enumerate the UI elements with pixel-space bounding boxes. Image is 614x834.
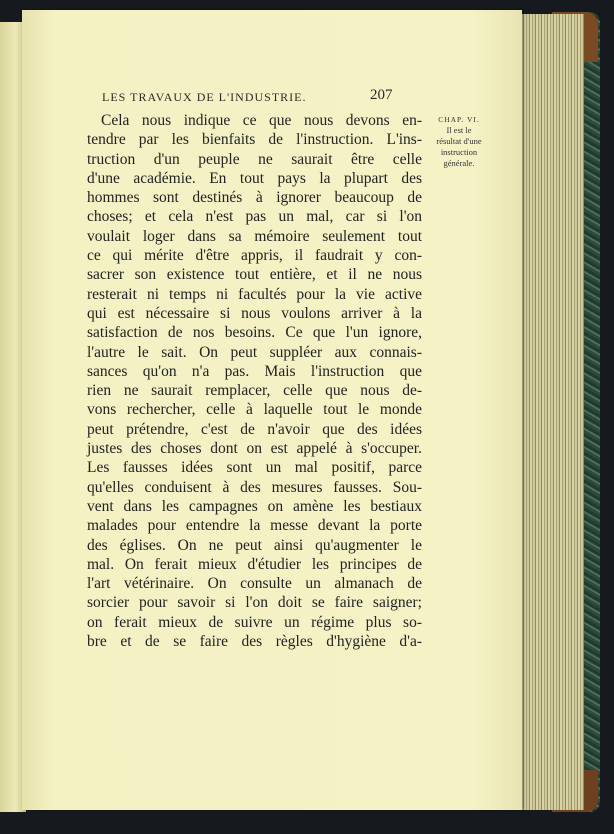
margin-line: résultat d'une xyxy=(436,136,482,146)
text-line: bre et de se faire des règles d'hygiène d'a- xyxy=(87,633,422,651)
book-page xyxy=(22,10,522,810)
text-line: Les fausses idées sont un mal positif, parce xyxy=(87,459,422,477)
margin-note xyxy=(428,114,490,169)
text-line: l'art vétérinaire. On consulte un almanach de xyxy=(87,575,422,593)
text-line: qui est nécessaire si nous voulons arriver à la xyxy=(87,304,422,322)
margin-line: Il est le xyxy=(446,125,472,135)
text-line: truction d'un peuple ne saurait être celle xyxy=(87,150,422,168)
text-line: on ferait mieux de suivre un régime plus so- xyxy=(87,613,422,631)
text-line: justes des choses dont on est appelé à s'occuper. xyxy=(87,440,422,458)
text-line: Cela nous indique ce que nous devons en- xyxy=(101,112,422,129)
margin-line: instruction xyxy=(440,147,478,157)
text-line: resterait ni temps ni facultés pour la vie active xyxy=(87,285,422,303)
text-line: mal. On ferait mieux d'étudier les principes de xyxy=(87,555,422,573)
margin-line: générale. xyxy=(443,158,475,168)
page-number: 207 xyxy=(370,87,393,103)
text-line: d'une académie. En tout pays la plupart des xyxy=(87,169,422,187)
text-line: choses; et cela n'est pas un mal, car si l'on xyxy=(87,208,422,226)
text-line: vons rechercher, celle à laquelle tout le monde xyxy=(87,401,422,419)
text-line: sorcier pour savoir si l'on doit se faire saigner; xyxy=(87,594,422,612)
text-line: des églises. On ne peut ainsi qu'augmenter le xyxy=(87,536,422,554)
page-stack-edge xyxy=(518,14,584,810)
text-line: peut prétendre, c'est de n'avoir que des idées xyxy=(87,420,422,438)
body-text xyxy=(87,111,422,651)
margin-chapter: CHAP. VI. xyxy=(438,115,480,124)
text-line: l'autre le sait. On peut suppléer aux connais- xyxy=(87,343,422,361)
text-line: malades pour entendre la messe devant la porte xyxy=(87,517,422,535)
text-line: satisfaction de nos besoins. Ce que l'un ignore, xyxy=(87,324,422,342)
text-line: ce qui mérite d'être appris, il faudrait y con- xyxy=(87,247,422,265)
text-line: tendre par les bienfaits de l'instruction. L'ins- xyxy=(87,131,422,149)
text-line: sacrer son existence tout entière, et il ne nous xyxy=(87,266,422,284)
text-line: rien ne saurait remplacer, celle que nous de- xyxy=(87,382,422,400)
text-line: voulait loger dans sa mémoire seulement tout xyxy=(87,227,422,245)
running-title: LES TRAVAUX DE L'INDUSTRIE. xyxy=(102,90,307,104)
text-line: qu'elles conduisent à des mesures fausses. Sou- xyxy=(87,478,422,496)
text-line: sances qu'on n'a pas. Mais l'instruction que xyxy=(87,362,422,380)
text-line: vent dans les campagnes on amène les bestiaux xyxy=(87,497,422,515)
text-line: hommes sont destinés à ignorer beaucoup de xyxy=(87,189,422,207)
